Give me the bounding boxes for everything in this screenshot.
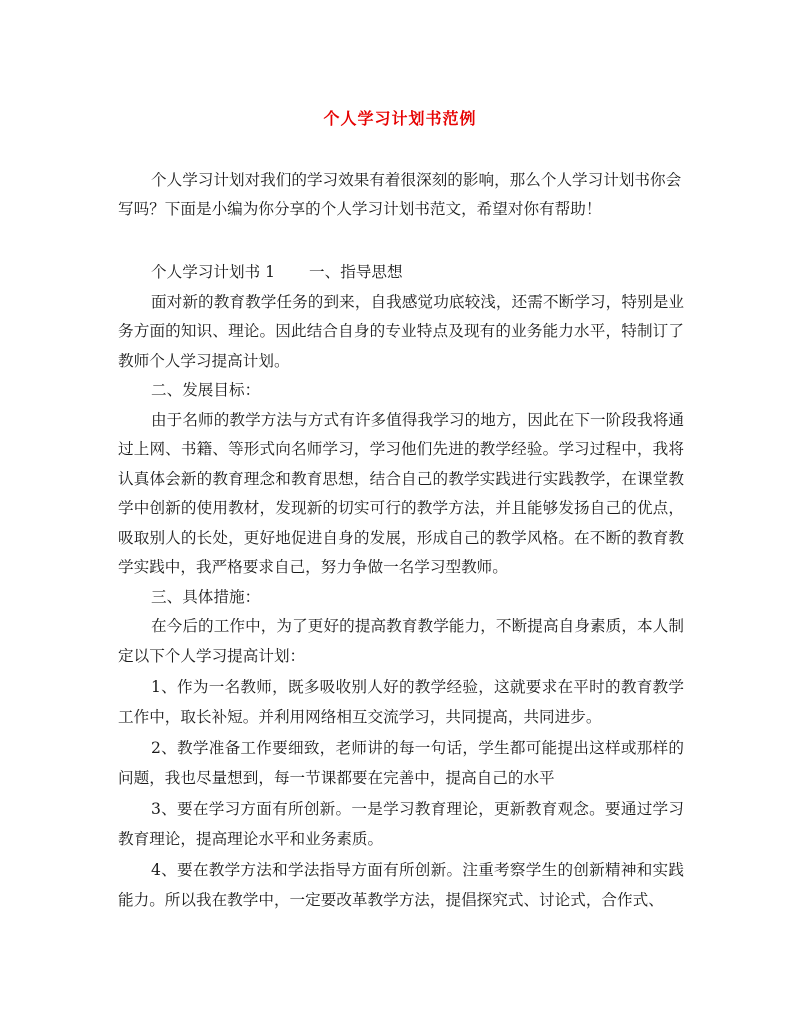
section-heading-line: [118, 258, 684, 288]
list-item-1: 1、作为一名教师，既多吸收别人好的教学经验，这就要求在平时的教育教学工作中，取长补短。并利用网络相互交流学习，共同提高，共同进步。: [118, 678, 684, 726]
paragraph-specific-measures: 在今后的工作中，为了更好的提高教育教学能力，不断提高自身素质，本人制定以下个人学习提高计划：: [118, 617, 684, 665]
intro-paragraph: 个人学习计划对我们的学习效果有着很深刻的影响，那么个人学习计划书你会写吗？下面是小编为你分享的个人学习计划书范文，希望对你有帮助！: [118, 171, 682, 218]
document-body: [118, 258, 684, 915]
heading-specific-measures: 三、具体措施：: [151, 587, 261, 606]
heading-development-goals: 二、发展目标：: [151, 381, 261, 399]
document-title: 个人学习计划书范例: [323, 109, 477, 128]
paragraph-guiding-thought: 面对新的教育教学任务的到来，自我感觉功底较浅，还需不断学习，特别是业务方面的知识、理论。因此结合自身的专业特点及现有的业务能力水平，特制订了教师个人学习提高计划。: [118, 292, 684, 370]
list-item-4: 4、要在教学方法和学法指导方面有所创新。注重考察学生的创新精神和实践能力。所以我在教学中，一定要改革教学方法，提倡探究式、讨论式，合作式、: [118, 861, 684, 909]
paragraph-development-goals: 由于名师的教学方法与方式有许多值得我学习的地方，因此在下一阶段我将通过上网、书籍、等形式向名师学习，学习他们先进的教学经验。学习过程中，我将认真体会新的教育理念和教育思想，结合自己的教学实践进行实践教学，在课堂教学中创新的使用教材，发现新的切实可行的教学方法，并且能够发扬自己的优点，吸取别人的长处，更好地促进自身的发展，形成自己的教学风格。在不断的教育教学实践中，我严格要求自己，努力争做一名学习型教师。: [118, 410, 684, 576]
heading-guiding-thought: 一、指导思想: [309, 263, 403, 281]
list-item-3: 3、要在学习方面有所创新。一是学习教育理论，更新教育观念。要通过学习教育理论，提高理论水平和业务素质。: [118, 800, 684, 848]
list-item-2: 2、教学准备工作要细致，老师讲的每一句话，学生都可能提出这样或那样的问题，我也尽量想到，每一节课都要在完善中，提高自己的水平: [118, 739, 684, 787]
section-label: 个人学习计划书 1: [151, 263, 276, 281]
